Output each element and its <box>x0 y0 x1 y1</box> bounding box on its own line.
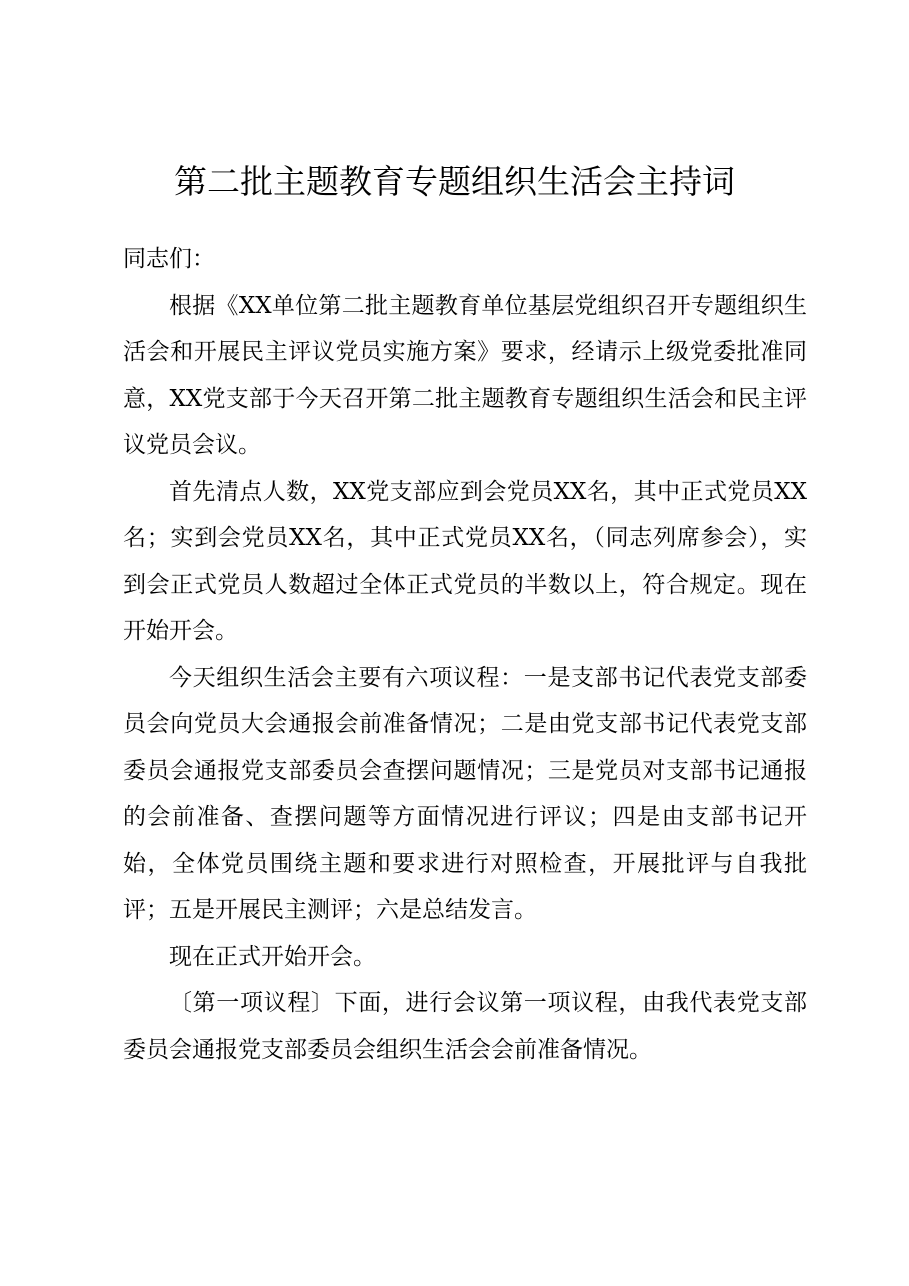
document-title: 第二批主题教育专题组织生活会主持词 <box>174 162 735 201</box>
paragraph-first-agenda-item: 〔第一项议程〕下面，进行会议第一项议程，由我代表党支部委员会通报党支部委员会组织生活会会前准备情况。 <box>123 990 807 1063</box>
paragraph-meeting-start: 现在正式开始开会。 <box>169 943 376 970</box>
salutation: 同志们： <box>123 246 215 272</box>
paragraph-meeting-basis: 根据《XX单位第二批主题教育单位基层党组织召开专题组织生活会和开展民主评议党员实施方案》要求，经请示上级党委批准同意，XX党支部于今天召开第二批主题教育专题组织生活会和民主评议党员会议。 <box>123 292 807 458</box>
paragraph-agenda: 今天组织生活会主要有六项议程：一是支部书记代表党支部委员会向党员大会通报会前准备情况；二是由党支部书记代表党支部委员会通报党支部委员会查摆问题情况；三是党员对支部书记通报的会前准备、查摆问题等方面情况进行评议；四是由支部书记开始，全体党员围绕主题和要求进行对照检查，开展批评与自我批评；五是开展民主测评；六是总结发言。 <box>123 664 807 923</box>
paragraph-attendance: 首先清点人数，XX党支部应到会党员XX名，其中正式党员XX名；实到会党员XX名，其中正式党员XX名，（同志列席参会），实到会正式党员人数超过全体正式党员的半数以上，符合规定。现在开始开会。 <box>123 478 807 644</box>
document-body <box>123 236 807 1073</box>
